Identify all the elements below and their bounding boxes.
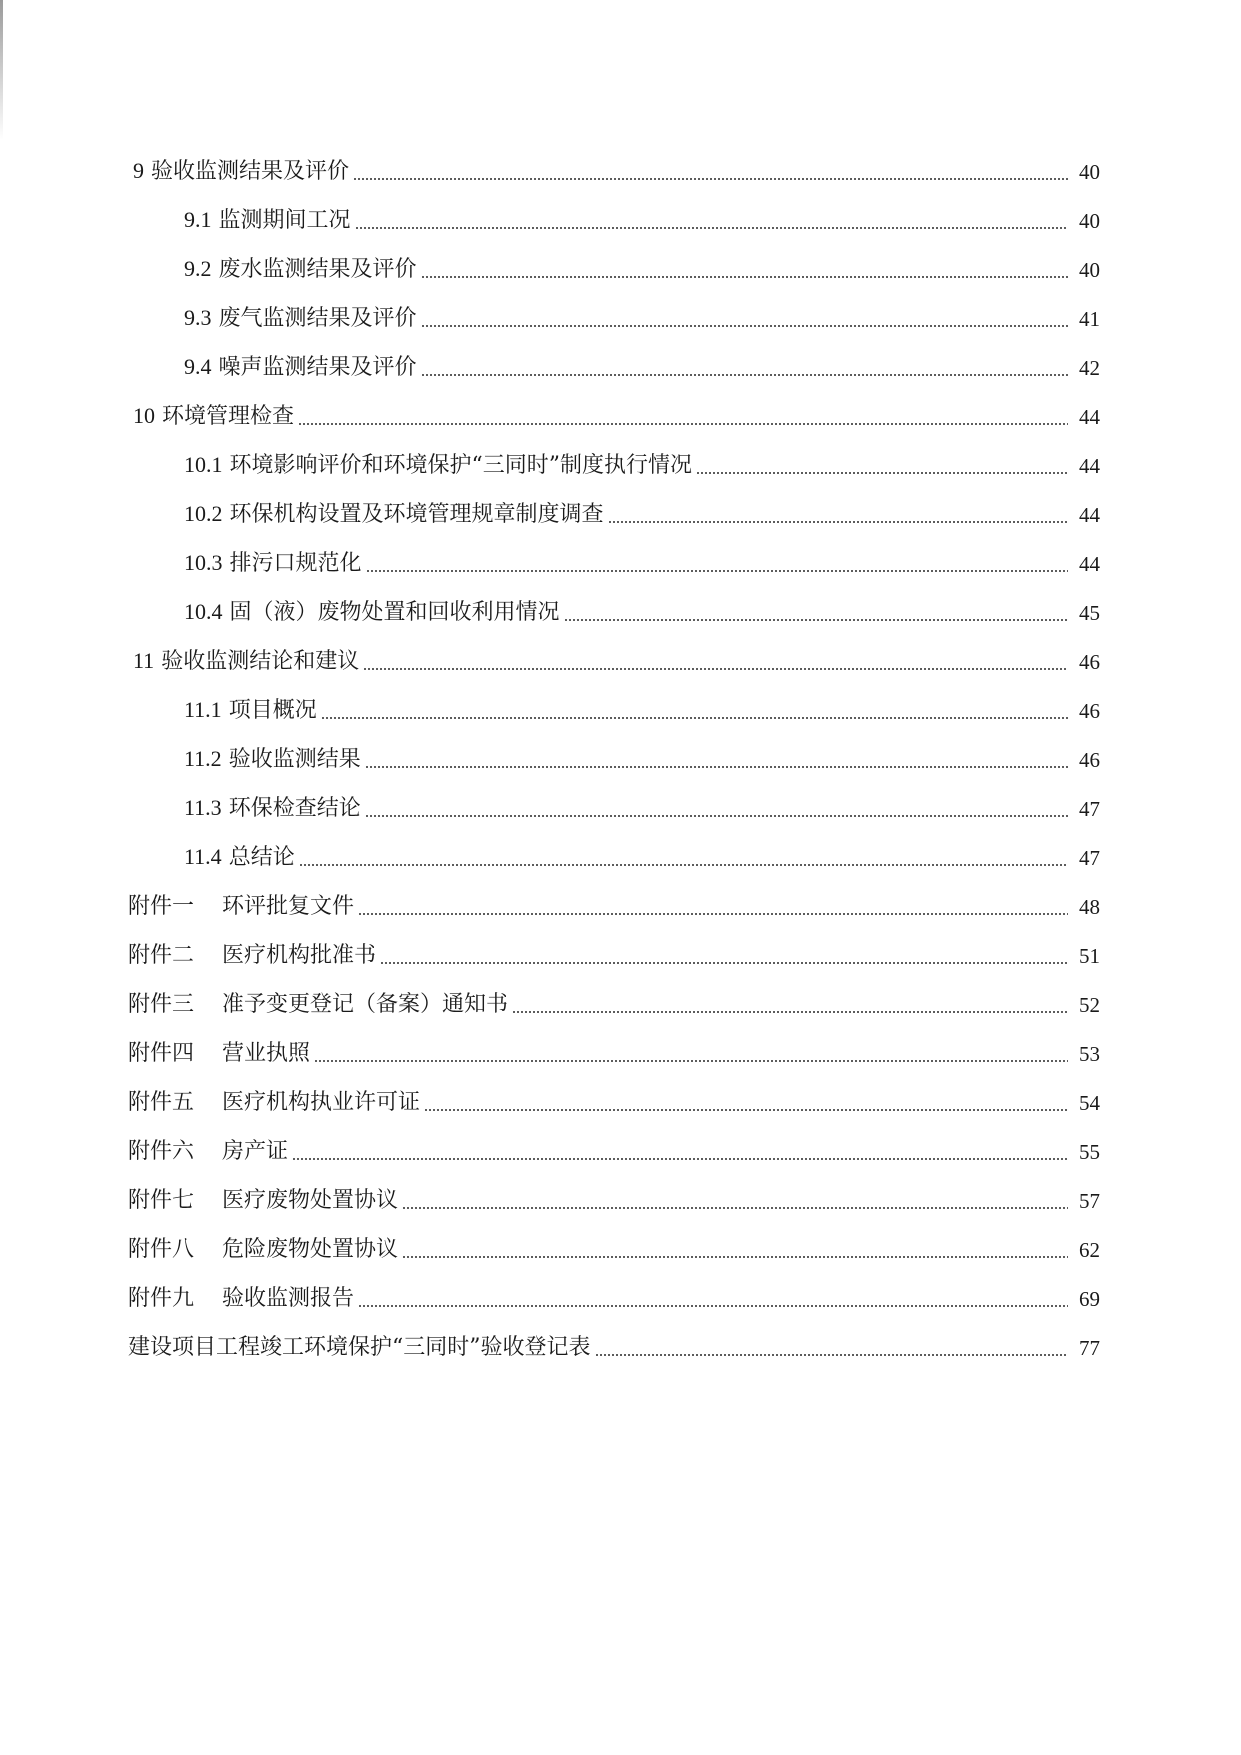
toc-leader-dots <box>512 1011 1068 1013</box>
toc-entry[interactable] <box>184 542 1100 578</box>
toc-leader-dots <box>298 423 1068 425</box>
toc-entry-text: 验收监测结果 <box>228 747 361 772</box>
toc-entry-title <box>184 304 421 333</box>
toc-entry-text: 废水监测结果及评价 <box>218 257 417 282</box>
scan-edge-shadow <box>0 0 3 140</box>
toc-entry-title <box>184 598 564 627</box>
toc-entry-number: 附件三 <box>128 991 195 1016</box>
toc-leader-dots <box>421 276 1068 278</box>
toc-entry-title <box>128 1137 292 1166</box>
toc-entry-text: 监测期间工况 <box>218 208 351 233</box>
toc-entry-number: 11.4 <box>184 844 222 869</box>
toc-entry[interactable] <box>133 150 1100 186</box>
toc-entry-text: 环保机构设置及环境管理规章制度调查 <box>229 502 604 527</box>
toc-leader-dots <box>358 913 1068 915</box>
toc-leader-dots <box>314 1060 1068 1062</box>
toc-entry-title <box>133 647 363 676</box>
toc-entry-number: 10 <box>133 403 155 428</box>
toc-leader-dots <box>421 374 1068 376</box>
toc-entry[interactable] <box>128 1032 1100 1068</box>
toc-entry-number: 9.4 <box>184 354 212 379</box>
toc-leader-dots <box>402 1256 1068 1258</box>
toc-entry-page: 48 <box>1079 895 1100 919</box>
toc-entry-title <box>184 696 321 725</box>
toc-entry-number: 10.3 <box>184 550 223 575</box>
toc-entry[interactable] <box>184 346 1100 382</box>
toc-entry-number: 附件五 <box>128 1089 195 1114</box>
toc-entry-title <box>133 402 298 431</box>
toc-entry-title <box>128 1284 358 1313</box>
toc-entry-number: 9.2 <box>184 256 212 281</box>
toc-entry-number: 11.1 <box>184 697 222 722</box>
toc-entry[interactable] <box>133 640 1100 676</box>
toc-entry-text: 噪声监测结果及评价 <box>218 355 417 380</box>
toc-entry-title <box>128 1235 402 1264</box>
toc-leader-dots <box>595 1354 1069 1356</box>
toc-entry-page: 47 <box>1079 846 1100 870</box>
toc-entry-page: 47 <box>1079 797 1100 821</box>
toc-entry-page: 57 <box>1079 1189 1100 1213</box>
toc-entry-text: 环境影响评价和环境保护“三同时”制度执行情况 <box>229 453 692 478</box>
toc-entry-page: 40 <box>1079 258 1100 282</box>
toc-entry-number: 附件九 <box>128 1285 195 1310</box>
toc-entry-text: 排污口规范化 <box>229 551 362 576</box>
toc-entry-text: 验收监测报告 <box>222 1286 355 1311</box>
toc-entry-text: 房产证 <box>222 1139 289 1164</box>
toc-leader-dots <box>365 815 1068 817</box>
toc-leader-dots <box>365 766 1068 768</box>
toc-entry[interactable] <box>128 1326 1100 1362</box>
toc-entry-number: 9.3 <box>184 305 212 330</box>
toc-entry-title <box>128 1088 424 1117</box>
toc-entry-page: 69 <box>1079 1287 1100 1311</box>
toc-leader-dots <box>299 864 1068 866</box>
toc-leader-dots <box>402 1207 1068 1209</box>
toc-entry-page: 45 <box>1079 601 1100 625</box>
toc-entry-title <box>184 451 696 480</box>
toc-entry-text: 医疗废物处置协议 <box>222 1188 399 1213</box>
toc-entry-number: 11.3 <box>184 795 222 820</box>
toc-entry-page: 44 <box>1079 552 1100 576</box>
toc-entry-title <box>128 892 358 921</box>
toc-leader-dots <box>321 717 1068 719</box>
toc-entry-text: 废气监测结果及评价 <box>218 306 417 331</box>
toc-entry[interactable] <box>128 885 1100 921</box>
toc-entry[interactable] <box>128 1130 1100 1166</box>
toc-entry-text: 准予变更登记（备案）通知书 <box>222 992 509 1017</box>
toc-entry-page: 40 <box>1079 209 1100 233</box>
toc-entry[interactable] <box>184 199 1100 235</box>
toc-entry-title <box>128 1186 402 1215</box>
toc-entry-title <box>184 549 366 578</box>
toc-entry[interactable] <box>128 983 1100 1019</box>
toc-leader-dots <box>363 668 1068 670</box>
toc-entry-number: 9 <box>133 158 144 183</box>
toc-leader-dots <box>564 619 1068 621</box>
toc-entry-page: 44 <box>1079 454 1100 478</box>
toc-entry-page: 44 <box>1079 405 1100 429</box>
toc-entry[interactable] <box>128 1228 1100 1264</box>
toc-entry-title <box>184 353 421 382</box>
toc-entry-text: 固（液）废物处置和回收利用情况 <box>229 600 560 625</box>
toc-entry-page: 52 <box>1079 993 1100 1017</box>
toc-entry-number: 附件一 <box>128 893 195 918</box>
toc-entry-page: 40 <box>1079 160 1100 184</box>
toc-entry[interactable] <box>184 493 1100 529</box>
toc-entry-page: 46 <box>1079 650 1100 674</box>
toc-leader-dots <box>366 570 1068 572</box>
toc-entry-number: 附件四 <box>128 1040 195 1065</box>
toc-leader-dots <box>421 325 1068 327</box>
toc-entry[interactable] <box>133 395 1100 431</box>
toc-entry-title <box>133 157 353 186</box>
toc-entry-page: 46 <box>1079 748 1100 772</box>
toc-entry-page: 62 <box>1079 1238 1100 1262</box>
toc-entry-page: 53 <box>1079 1042 1100 1066</box>
toc-entry-text: 验收监测结论和建议 <box>161 649 360 674</box>
toc-entry-text: 危险废物处置协议 <box>222 1237 399 1262</box>
toc-entry-number: 附件七 <box>128 1187 195 1212</box>
toc-entry-title <box>128 1039 314 1068</box>
toc-entry-page: 46 <box>1079 699 1100 723</box>
toc-entry-text: 医疗机构批准书 <box>222 943 377 968</box>
toc-entry-number: 10.1 <box>184 452 223 477</box>
toc-entry-text: 环评批复文件 <box>222 894 355 919</box>
toc-leader-dots <box>696 472 1068 474</box>
toc-entry-page: 41 <box>1079 307 1100 331</box>
toc-entry-number: 9.1 <box>184 207 212 232</box>
toc-entry[interactable] <box>128 934 1100 970</box>
toc-entry[interactable] <box>128 1081 1100 1117</box>
toc-entry-title <box>184 206 355 235</box>
toc-entry-text: 项目概况 <box>228 698 317 723</box>
toc-entry[interactable] <box>128 1277 1100 1313</box>
toc-entry[interactable] <box>184 248 1100 284</box>
toc-entry-number: 附件二 <box>128 942 195 967</box>
toc-entry-text: 验收监测结果及评价 <box>151 159 350 184</box>
toc-entry-text: 环保检查结论 <box>228 796 361 821</box>
toc-entry[interactable] <box>184 444 1100 480</box>
toc-entry-title <box>184 255 421 284</box>
toc-leader-dots <box>380 962 1068 964</box>
toc-entry[interactable] <box>184 689 1100 725</box>
toc-entry-text: 总结论 <box>228 845 295 870</box>
toc-entry-text: 营业执照 <box>222 1041 311 1066</box>
toc-entry-page: 77 <box>1079 1336 1100 1360</box>
toc-leader-dots <box>292 1158 1068 1160</box>
toc-leader-dots <box>353 178 1068 180</box>
toc-entry[interactable] <box>184 297 1100 333</box>
toc-entry-page: 42 <box>1079 356 1100 380</box>
toc-entry[interactable] <box>184 738 1100 774</box>
toc-entry-text: 医疗机构执业许可证 <box>222 1090 421 1115</box>
toc-leader-dots <box>355 227 1068 229</box>
toc-leader-dots <box>608 521 1068 523</box>
toc-entry-number: 附件八 <box>128 1236 195 1261</box>
toc-leader-dots <box>358 1305 1068 1307</box>
toc-entry-number: 11.2 <box>184 746 222 771</box>
toc-entry-page: 51 <box>1079 944 1100 968</box>
toc-entry[interactable] <box>184 787 1100 823</box>
toc-entry-text: 环境管理检查 <box>162 404 295 429</box>
toc-entry-text: 建设项目工程竣工环境保护“三同时”验收登记表 <box>128 1335 591 1360</box>
toc-entry-number: 10.4 <box>184 599 223 624</box>
toc-entry-number: 11 <box>133 648 155 673</box>
toc-entry-title <box>128 1334 595 1362</box>
toc-entry-number: 附件六 <box>128 1138 195 1163</box>
toc-entry[interactable] <box>128 1179 1100 1215</box>
toc-entry-page: 54 <box>1079 1091 1100 1115</box>
toc-leader-dots <box>424 1109 1068 1111</box>
toc-entry-title <box>184 794 365 823</box>
toc-entry-title <box>128 990 512 1019</box>
toc-entry-title <box>184 500 608 529</box>
toc-entry[interactable] <box>184 591 1100 627</box>
toc-entry-title <box>184 745 365 774</box>
toc-entry-title <box>184 843 299 872</box>
toc-entry-title <box>128 941 380 970</box>
toc-entry[interactable] <box>184 836 1100 872</box>
toc-entry-number: 10.2 <box>184 501 223 526</box>
toc-entry-page: 44 <box>1079 503 1100 527</box>
toc-entry-page: 55 <box>1079 1140 1100 1164</box>
